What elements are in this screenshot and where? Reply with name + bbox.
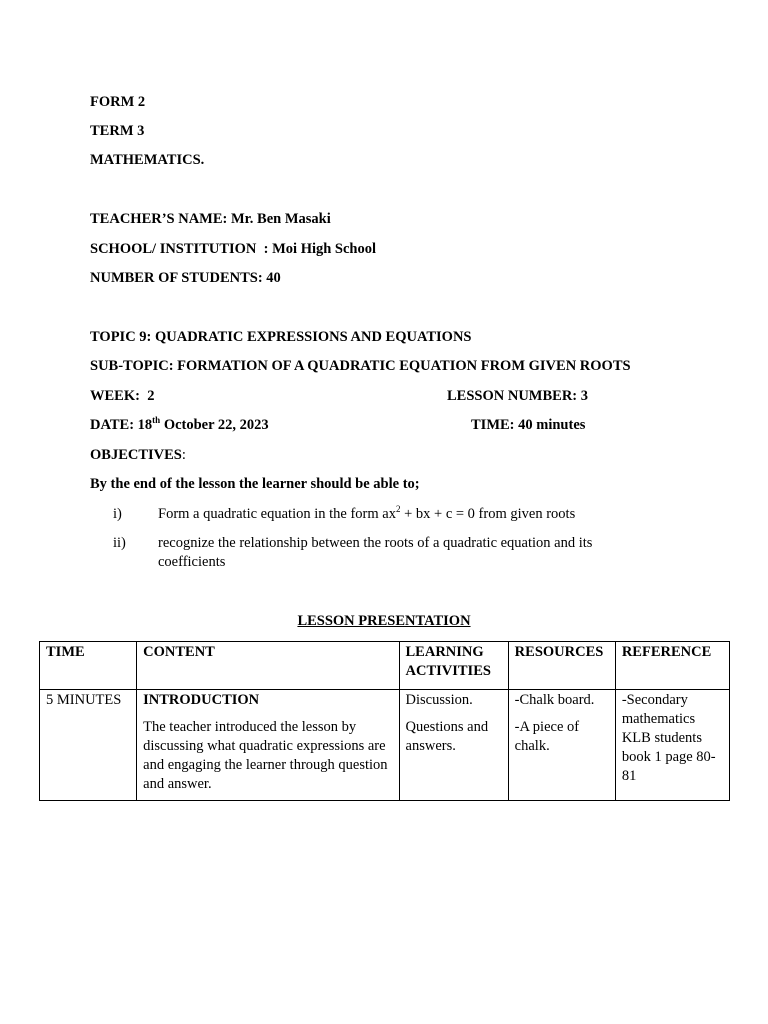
lesson-time: TIME: 40 minutes — [471, 417, 586, 433]
activity-item: Questions and answers. — [405, 719, 489, 754]
objective-number: ii) — [113, 535, 126, 551]
objectives-heading-text: OBJECTIVES — [90, 447, 182, 463]
topic: TOPIC 9: QUADRATIC EXPRESSIONS AND EQUATIONS — [90, 329, 472, 345]
date-prefix: DATE: 18 — [90, 417, 153, 433]
exponent: 2 — [395, 504, 401, 515]
date — [90, 416, 269, 434]
objective-text-part: + bx + c = 0 from given roots — [400, 506, 576, 522]
objective-text-part: Form a quadratic equation in the form ax — [158, 506, 396, 522]
column-header-time: TIME — [40, 642, 137, 690]
objective-number: i) — [113, 506, 122, 522]
date-ordinal: th — [152, 415, 161, 426]
objectives-intro: By the end of the lesson the learner should be able to; — [90, 476, 420, 492]
objectives-heading — [90, 446, 186, 464]
teacher-name: TEACHER’S NAME: Mr. Ben Masaki — [90, 211, 331, 227]
content-text: The teacher introduced the lesson by discussing what quadratic expressions are and engaging the learner through question and answer. — [143, 719, 388, 792]
number-of-students: NUMBER OF STUDENTS: 40 — [90, 270, 281, 286]
lesson-presentation-title: LESSON PRESENTATION — [297, 613, 471, 629]
resource-item: -Chalk board. — [514, 692, 595, 708]
column-header-resources: RESOURCES — [508, 642, 615, 690]
column-header-reference: REFERENCE — [615, 642, 729, 690]
resources-cell — [508, 690, 615, 801]
lesson-presentation-table — [39, 641, 730, 801]
date-suffix: October 22, 2023 — [160, 417, 269, 433]
content-heading: INTRODUCTION — [143, 692, 260, 708]
table-header-row — [40, 642, 730, 690]
table-row — [40, 690, 730, 801]
subject-label: MATHEMATICS. — [90, 152, 205, 168]
activities-cell — [399, 690, 508, 801]
time-cell: 5 MINUTES — [40, 690, 137, 801]
objectives-colon: : — [181, 447, 186, 463]
resource-item: -A piece of chalk. — [514, 719, 580, 754]
lesson-number: LESSON NUMBER: 3 — [447, 388, 588, 404]
content-cell — [137, 690, 399, 801]
reference-cell: -Secondary mathematics KLB students book 1 page 80-81 — [615, 690, 729, 801]
objective-text — [158, 505, 628, 524]
column-header-content: CONTENT — [137, 642, 399, 690]
activity-item: Discussion. — [405, 692, 473, 708]
term-label: TERM 3 — [90, 123, 145, 139]
form-label: FORM 2 — [90, 94, 146, 110]
school-name: SCHOOL/ INSTITUTION : Moi High School — [90, 241, 377, 257]
objective-text: recognize the relationship between the roots of a quadratic equation and its coefficients — [158, 535, 593, 570]
column-header-learning-activities: LEARNING ACTIVITIES — [399, 642, 508, 690]
sub-topic: SUB-TOPIC: FORMATION OF A QUADRATIC EQUATION FROM GIVEN ROOTS — [90, 358, 631, 374]
week: WEEK: 2 — [90, 388, 155, 404]
